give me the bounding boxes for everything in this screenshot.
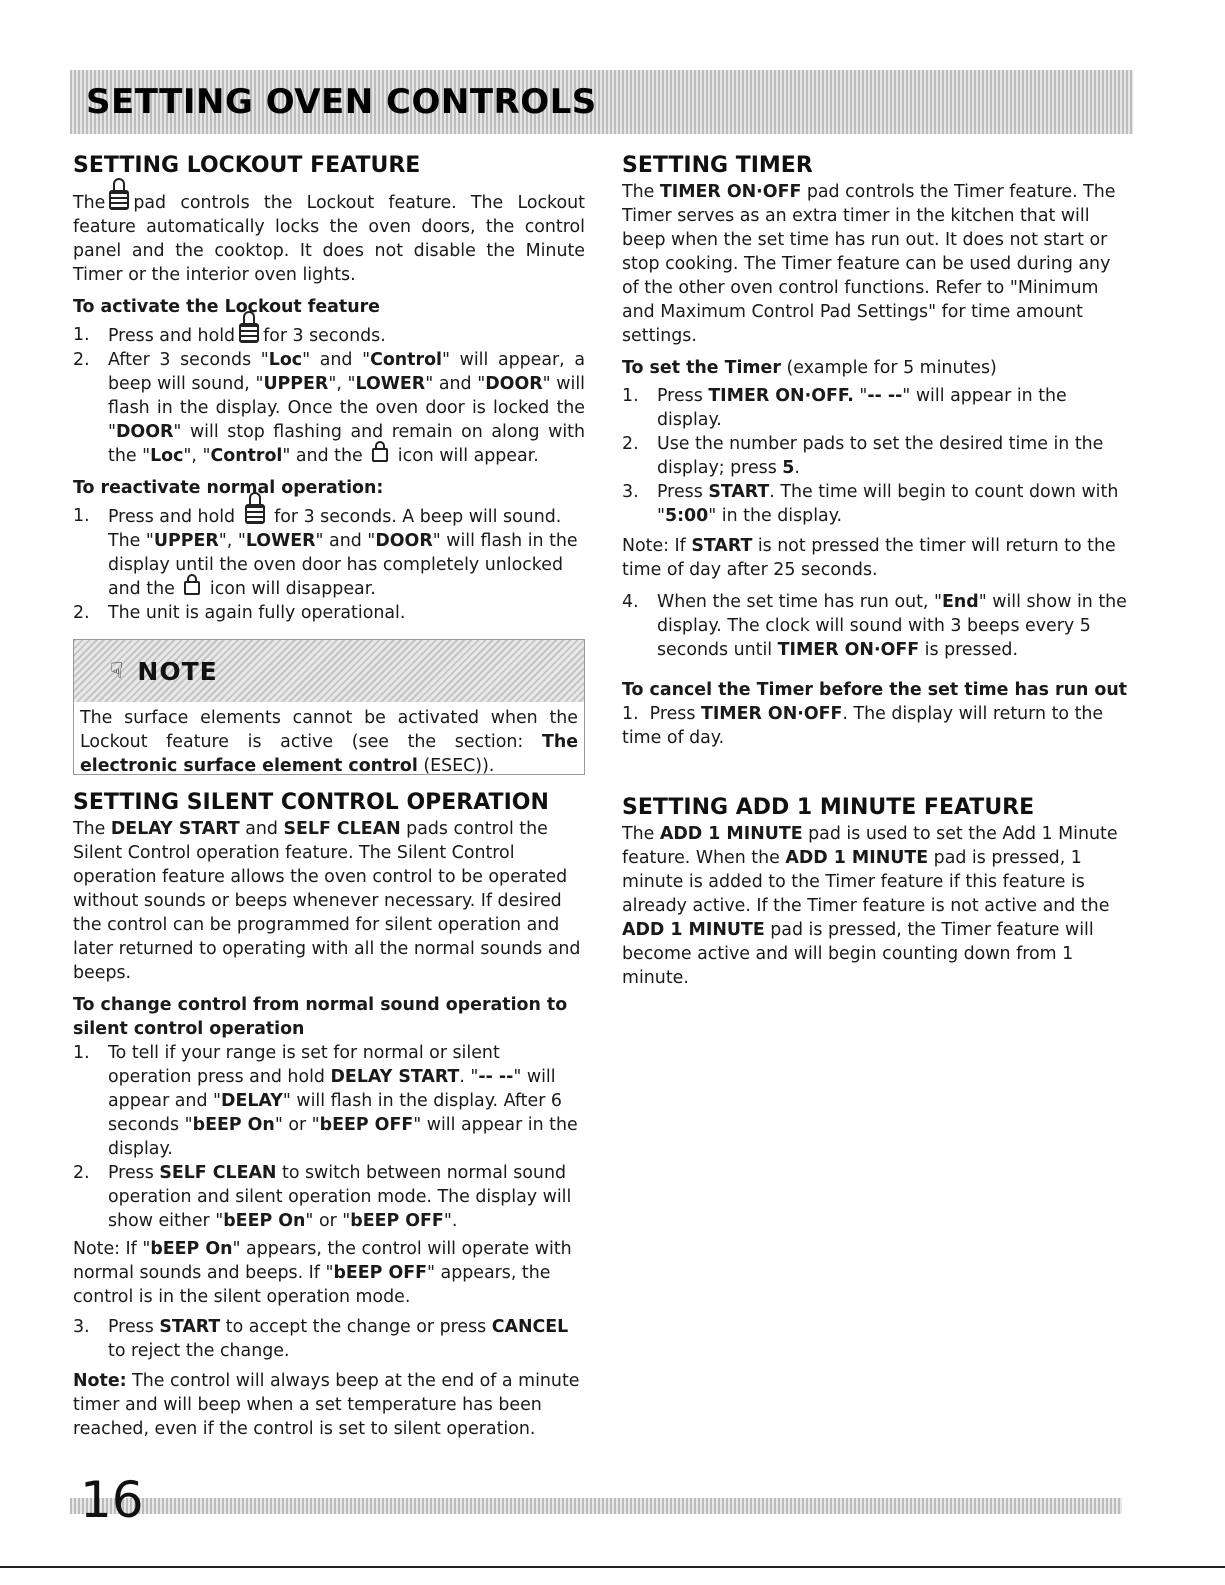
text-run: ", "	[218, 531, 246, 551]
text-run: " will show in the display. The clock will sound with 3 beeps every 5 seconds until	[657, 592, 1127, 660]
text-run: ", "	[183, 446, 211, 466]
text-run: " and "	[315, 531, 376, 551]
bold-term: SELF CLEAN	[283, 819, 401, 839]
text-run: to switch between normal sound operation and silent operation mode. The display will show either "	[108, 1163, 572, 1231]
bold-term: ADD 1 MINUTE	[785, 848, 929, 868]
bold-term: ADD 1 MINUTE	[622, 920, 765, 940]
bold-term: LOWER	[245, 531, 316, 551]
bold-term: DOOR	[485, 374, 543, 394]
text-run: Press	[108, 1317, 160, 1337]
padlock-icon	[184, 581, 200, 595]
bold-term: TIMER ON·OFF.	[708, 386, 854, 406]
bold-term: DOOR	[116, 422, 174, 442]
padlock-icon	[372, 448, 388, 462]
bold-term: TIMER ON·OFF	[777, 640, 920, 660]
text-run: Press	[649, 704, 701, 724]
bold-term: DOOR	[375, 531, 433, 551]
bold-term: Loc	[150, 446, 184, 466]
text-run: Press	[657, 482, 709, 502]
reactivate-steps	[73, 504, 585, 625]
bold-term: TIMER ON·OFF	[659, 182, 802, 202]
list-item	[622, 702, 1132, 750]
reactivate-step-2-text: The unit is again fully operational.	[108, 603, 406, 623]
text-run: " will flash in the display. After 6 seconds "	[108, 1091, 562, 1135]
bold-term: UPPER	[153, 531, 219, 551]
text-run: .	[794, 458, 800, 478]
text-run: " will appear, a beep will sound, "	[108, 350, 585, 394]
bold-term: START	[691, 536, 753, 556]
lock-pad-icon	[245, 504, 265, 524]
silent-step-3-text	[108, 1315, 585, 1363]
timer-intro	[622, 180, 1132, 348]
text-run: When the set time has run out, "	[657, 592, 942, 612]
text-run: . The time will begin to count down with "	[657, 482, 1119, 526]
note-box	[73, 639, 585, 775]
list-item: 1. Press and hold for 3 seconds.	[73, 325, 386, 346]
activate-step-1-end: for 3 seconds.	[263, 326, 386, 346]
text-run: The surface elements cannot be activated when the Lockout feature is active (see the section:	[80, 708, 578, 752]
list-item: 1. To tell if your range is set for normal or silent operation press and hold DELAY START. "-- --" will appear and "DELAY" will flash in the display. After 6 seconds "bEEP On" or "bEEP OFF" will appear in the display.	[73, 1041, 585, 1161]
right-column	[622, 152, 1132, 990]
left-column	[73, 152, 585, 1441]
text-run: ", "	[328, 374, 356, 394]
text-run: is pressed.	[919, 640, 1018, 660]
text-run: Note: If "	[73, 1239, 151, 1259]
bold-term: End	[941, 592, 979, 612]
bottom-rule	[0, 1566, 1225, 1568]
text-run: To tell if your range is set for normal or silent operation press and hold	[108, 1043, 500, 1087]
bold-term: UPPER	[263, 374, 329, 394]
bold-term: Note:	[73, 1371, 127, 1391]
timer-cancel-steps	[622, 702, 1132, 750]
text-run: pad is pressed, the Timer feature will become active and will begin counting down from 1 minute.	[622, 920, 1094, 988]
timer-set-heading	[622, 356, 1132, 380]
bold-term: bEEP On	[223, 1211, 306, 1231]
text-run: (ESEC)).	[417, 756, 495, 776]
note-body	[74, 702, 584, 778]
bold-term: Control	[210, 446, 283, 466]
add-minute-body	[622, 822, 1132, 990]
bold-term: TIMER ON·OFF	[700, 704, 843, 724]
silent-steps-b	[73, 1315, 585, 1363]
silent-change-heading: To change control from normal sound operation to silent control operation	[73, 995, 568, 1039]
page-title: SETTING OVEN CONTROLS	[86, 82, 597, 122]
activate-heading: To activate the Lockout feature	[73, 297, 380, 317]
timer-step-4-text	[657, 590, 1132, 662]
bold-term: bEEP On	[150, 1239, 233, 1259]
bold-term: The electronic surface element control	[80, 732, 578, 776]
text-run: icon will appear.	[392, 446, 539, 466]
note-hand-icon: ☟	[110, 658, 124, 684]
lockout-intro-start: The	[73, 193, 106, 213]
silent-note-2	[73, 1369, 585, 1441]
timer-set-heading-rest: (example for 5 minutes)	[780, 358, 997, 378]
list-item: 2. The unit is again fully operational.	[73, 603, 406, 623]
cancel-step-num: 1.	[622, 704, 650, 724]
text-run: . "	[459, 1067, 479, 1087]
reactivate-heading: To reactivate normal operation:	[73, 478, 384, 498]
text-run: Use the number pads to set the desired time in the display; press	[657, 434, 1104, 478]
timer-cancel-step-1-text	[622, 704, 1103, 748]
text-run: " will appear in the display.	[108, 1115, 578, 1159]
lockout-intro-end: pad controls the Lockout feature. The Lockout feature automatically locks the oven doors, the control panel and the cooktop. It does not disable the Minute Timer or the interior oven lights.	[73, 193, 585, 285]
text-run: ".	[443, 1211, 458, 1231]
timer-set-heading-bold: To set the Timer	[622, 358, 781, 378]
text-run: " and "	[425, 374, 486, 394]
list-item: 4. When the set time has run out, "End" will show in the display. The clock will sound with 3 beeps every 5 seconds until TIMER ON·OFF is pressed.	[622, 590, 1132, 662]
silent-steps-a	[73, 1041, 585, 1233]
add-minute-heading: SETTING ADD 1 MINUTE FEATURE	[622, 795, 1035, 820]
text-run: . The display will return to the time of day.	[622, 704, 1104, 748]
bold-term: bEEP OFF	[333, 1263, 428, 1283]
silent-step-2-text	[108, 1161, 585, 1233]
silent-step-1-text	[108, 1041, 585, 1161]
list-item: 3. Press START to accept the change or press CANCEL to reject the change.	[73, 1315, 585, 1363]
text-run: "	[853, 386, 868, 406]
text-run: " will appear and "	[108, 1067, 556, 1111]
bold-term: ADD 1 MINUTE	[659, 824, 803, 844]
text-run: Press	[657, 386, 709, 406]
lockout-heading: SETTING LOCKOUT FEATURE	[73, 153, 421, 178]
text-run: " will appear in the display.	[657, 386, 1067, 430]
bold-term: bEEP On	[192, 1115, 275, 1135]
list-item: 3. Press START. The time will begin to count down with "5:00" in the display.	[622, 480, 1132, 528]
text-run: for 3 seconds. A beep will sound. The "	[108, 507, 562, 551]
silent-note-1	[73, 1237, 585, 1309]
silent-intro	[73, 817, 585, 985]
text-run: pads control the Silent Control operation feature. The Silent Control operation feature allows the oven control to be operated without sounds or beeps whenever necessary. If desired the control can be programmed for silent operation and later returned to operating with all the normal sounds and beeps.	[73, 819, 581, 983]
text-run: The control will always beep at the end of a minute timer and will beep when a set temperature has been reached, even if the control is set to silent operation.	[73, 1371, 580, 1439]
footer-bar	[70, 1498, 1122, 1514]
text-run: " and the	[282, 446, 369, 466]
bold-term: Loc	[268, 350, 303, 370]
bold-term: -- --	[478, 1067, 514, 1087]
silent-heading: SETTING SILENT CONTROL OPERATION	[73, 790, 549, 815]
bold-term: SELF CLEAN	[159, 1163, 277, 1183]
text-run: " will stop flashing and remain on along with the "	[108, 422, 585, 466]
bold-term: LOWER	[355, 374, 426, 394]
activate-step-2-text	[108, 348, 585, 468]
text-run: Press and hold	[108, 507, 241, 527]
activate-step-1-start: Press and hold	[108, 326, 236, 346]
text-run: pad is pressed, 1 minute is added to the Timer feature if this feature is already active. If the Timer feature is not active and the	[622, 848, 1110, 916]
text-run: " will flash in the display. Once the oven door is locked the "	[108, 374, 585, 442]
text-run: " or "	[305, 1211, 351, 1231]
bold-term: 5	[782, 458, 795, 478]
text-run: Note: If	[622, 536, 692, 556]
page-number: 16	[80, 1471, 144, 1529]
bold-term: Control	[370, 350, 442, 370]
bold-term: DELAY START	[110, 819, 240, 839]
text-run: to accept the change or press	[220, 1317, 492, 1337]
text-run: " in the display.	[708, 506, 843, 526]
timer-steps	[622, 384, 1132, 528]
timer-step-2-text	[657, 432, 1132, 480]
lock-pad-icon	[239, 323, 259, 343]
text-run: pad controls the Timer feature. The Timer serves as an extra timer in the kitchen that will beep when the set time has run out. It does not start or stop cooking. The Timer feature can be used during any of the other oven control functions. Refer to "Minimum and Maximum Control Pad Settings" for time amount settings.	[622, 182, 1116, 346]
bold-term: 5:00	[665, 506, 709, 526]
text-run: " or "	[274, 1115, 320, 1135]
bold-term: CANCEL	[491, 1317, 569, 1337]
timer-step-1-text	[657, 384, 1132, 432]
activate-steps	[73, 323, 585, 468]
text-run: " appears, the control will operate with normal sounds and beeps. If "	[73, 1239, 572, 1283]
page-title-banner	[70, 70, 1133, 134]
text-run: The	[73, 819, 111, 839]
text-run: The	[622, 824, 660, 844]
bold-term: DELAY	[221, 1091, 283, 1111]
text-run: to reject the change.	[108, 1341, 290, 1361]
lockout-intro	[73, 190, 585, 287]
list-item: 2. After 3 seconds "Loc" and "Control" will appear, a beep will sound, "UPPER", "LOWER" and "DOOR" will flash in the display. Once the oven door is locked the "DOOR" will stop flashing and remain on along with the "Loc", "Control" and the icon will appear.	[73, 350, 585, 466]
timer-heading: SETTING TIMER	[622, 153, 813, 178]
text-run: icon will disappear.	[204, 579, 376, 599]
bold-term: bEEP OFF	[350, 1211, 444, 1231]
bold-term: -- --	[867, 386, 903, 406]
list-item: 1. Press TIMER ON·OFF. "-- --" will appear in the display.	[622, 384, 1132, 432]
timer-step-3-text	[657, 480, 1132, 528]
note-header	[74, 640, 584, 702]
reactivate-step-1-text	[108, 504, 585, 601]
text-run: Press	[108, 1163, 160, 1183]
list-item: 1. Press and hold for 3 seconds. A beep will sound. The "UPPER", "LOWER" and "DOOR" will flash in the display until the oven door has completely unlocked and the icon will disappear.	[73, 504, 585, 601]
text-run: After 3 seconds "	[108, 350, 269, 370]
bold-term: START	[159, 1317, 221, 1337]
bold-term: START	[708, 482, 770, 502]
timer-note	[622, 534, 1132, 582]
list-item: 2. Use the number pads to set the desired time in the display; press 5.	[622, 432, 1132, 480]
timer-cancel-heading: To cancel the Timer before the set time has run out	[622, 680, 1128, 700]
lock-pad-icon	[109, 190, 129, 210]
list-item: 2. Press SELF CLEAN to switch between normal sound operation and silent operation mode. The display will show either "bEEP On" or "bEEP OFF".	[73, 1161, 585, 1233]
text-run: is not pressed the timer will return to the time of day after 25 seconds.	[622, 536, 1116, 580]
text-run: The	[622, 182, 660, 202]
note-title: NOTE	[137, 656, 218, 686]
timer-steps-b	[622, 590, 1132, 662]
text-run: " and "	[302, 350, 371, 370]
text-run: " will flash in the display until the oven door has completely unlocked and the	[108, 531, 578, 599]
text-run: and	[239, 819, 284, 839]
bold-term: bEEP OFF	[319, 1115, 414, 1135]
text-run: " appears, the control is in the silent operation mode.	[73, 1263, 551, 1307]
text-run: pad is used to set the Add 1 Minute feature. When the	[622, 824, 1118, 868]
bold-term: DELAY START	[330, 1067, 460, 1087]
